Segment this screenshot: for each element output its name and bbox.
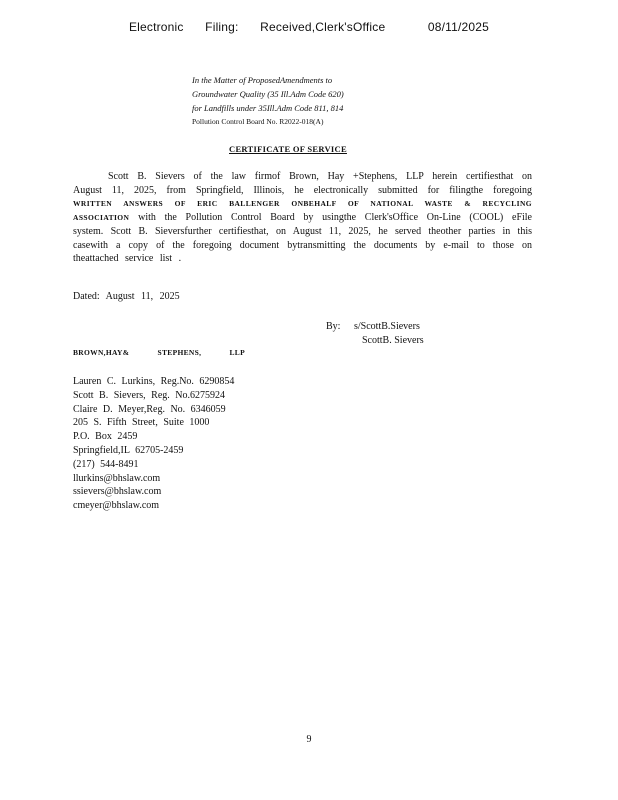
firm-name: BROWN,HAY& STEPHENS, LLP <box>73 348 245 357</box>
electronic-signature: s/ScottB.Sievers <box>354 321 420 332</box>
header-electronic: Electronic <box>128 20 184 34</box>
attorney-sievers: Scott B. Sievers, Reg. No.6275924 <box>73 389 225 401</box>
attorney-contact-block <box>73 375 234 513</box>
attorney-lurkins: Lauren C. Lurkins, Reg.No. 6290854 <box>73 376 235 387</box>
po-box: P.O. Box 2459 <box>73 431 138 443</box>
header-date: 08/11/2025 <box>427 20 490 34</box>
body-service: with the Pollution Control Board by usingthe Clerk'sOffice On-Line (COOL) eFile system. Scott B. Sieversfurther certifiesthat, on August 11, 2025, he served theother parties in this casewith a copy of the foregoing document bytransmitting the documents by e-mail to those on theattached service list . <box>73 212 532 265</box>
attorney-meyer: Claire D. Meyer,Reg. No. 6346059 <box>73 403 226 415</box>
page-number: 9 <box>306 734 312 745</box>
phone-number: (217) 544-8491 <box>73 458 139 470</box>
signer-name: ScottB. Sievers <box>362 335 424 346</box>
header-received: Received,Clerk'sOffice <box>260 20 386 34</box>
caption-line-4: Pollution Control Board No. R2022-018(A) <box>192 117 324 126</box>
dated-line: Dated: August 11, 2025 <box>73 291 180 302</box>
body-intro: Scott B. Sievers of the law firmof Brown, Hay +Stephens, LLP herein certifiesthat on August 11, 2025, from Springfield, Illinois, he electronically submitted for filingthe foregoing <box>73 171 532 196</box>
header-filing: Filing: <box>205 20 239 34</box>
city-state-zip: Springfield,IL 62705-2459 <box>73 444 184 456</box>
email-sievers[interactable]: ssievers@bhslaw.com <box>73 486 162 498</box>
by-label: By: <box>326 321 341 332</box>
electronic-filing-header <box>0 20 618 34</box>
email-meyer[interactable]: cmeyer@bhslaw.com <box>73 500 160 512</box>
caption-line-2: Groundwater Quality (35 Ill.Adm Code 620) <box>192 89 344 99</box>
street-address: 205 S. Fifth Street, Suite 1000 <box>73 417 210 429</box>
signature-block <box>326 320 424 348</box>
caption-line-1: In the Matter of ProposedAmendments to <box>192 75 333 85</box>
certificate-body <box>73 170 532 266</box>
certificate-title: CERTIFICATE OF SERVICE <box>229 144 347 154</box>
document-name: WRITTEN ANSWERS OF ERIC BALLENGER ONBEHALF OF NATIONAL WASTE & RECYCLING ASSOCIATION <box>73 199 532 223</box>
case-caption <box>192 73 412 129</box>
caption-line-3: for Landfills under 35Ill.Adm Code 811, 814 <box>192 103 344 113</box>
email-lurkins[interactable]: llurkins@bhslaw.com <box>73 472 161 484</box>
